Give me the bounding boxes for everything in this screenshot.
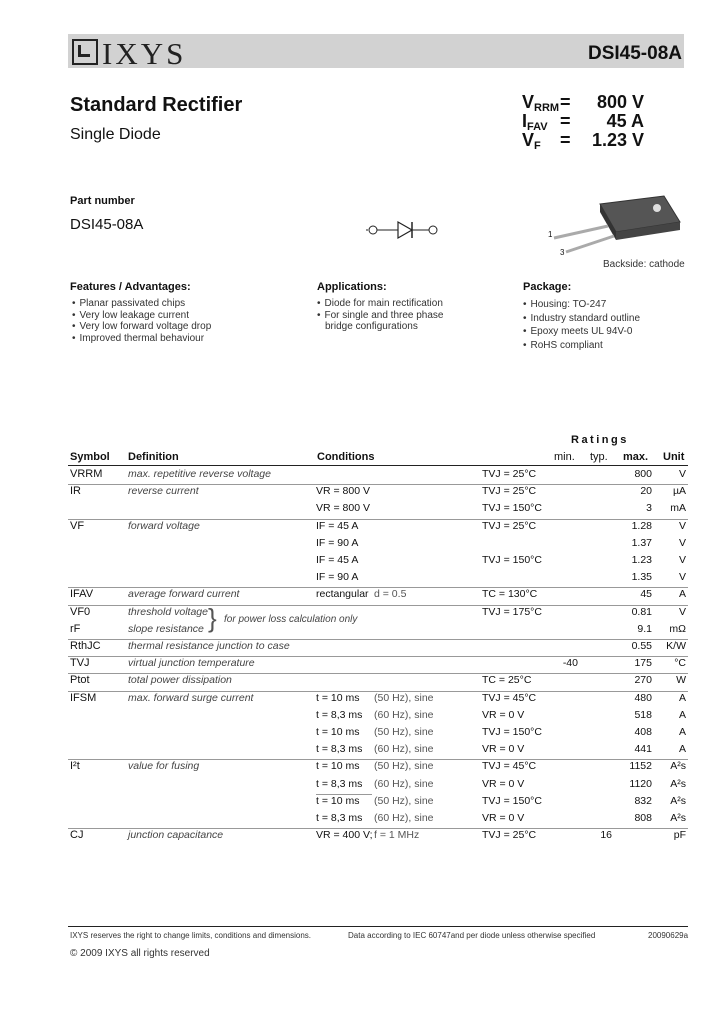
table-row bbox=[68, 760, 688, 777]
table-row bbox=[68, 468, 688, 485]
row-symbol: I²t bbox=[70, 760, 80, 773]
row-condition: VR = 800 V bbox=[316, 502, 370, 515]
row-unit: A²s bbox=[670, 777, 686, 790]
ratings-heading: Ratings bbox=[571, 434, 629, 446]
package-item: • Industry standard outline bbox=[523, 312, 640, 326]
row-condition: t = 10 ms bbox=[316, 726, 360, 738]
row-condition: t = 10 ms bbox=[316, 794, 360, 807]
key-rating-row bbox=[522, 111, 644, 131]
part-number-label: Part number bbox=[70, 195, 135, 207]
table-row bbox=[68, 623, 688, 640]
row-typ: 16 bbox=[600, 829, 612, 842]
row-unit: V bbox=[678, 605, 686, 618]
row-definition: thermal resistance junction to case bbox=[128, 640, 290, 652]
table-row bbox=[68, 709, 688, 726]
row-unit: A bbox=[678, 708, 686, 721]
package-item: • Housing: TO-247 bbox=[523, 298, 640, 312]
key-rating-row bbox=[522, 92, 644, 112]
row-symbol: Ptot bbox=[70, 674, 90, 687]
row-symbol: VF0 bbox=[70, 605, 91, 618]
table-row bbox=[68, 606, 688, 623]
features-item: • Very low forward voltage drop bbox=[72, 321, 211, 333]
row-condition: t = 8,3 ms bbox=[316, 708, 363, 721]
row-definition: virtual junction temperature bbox=[128, 657, 255, 670]
row-definition: value for fusing bbox=[128, 760, 200, 773]
row-temperature: TVJ = 45°C bbox=[482, 760, 537, 773]
row-unit: V bbox=[678, 468, 686, 480]
row-unit: °C bbox=[674, 657, 686, 670]
features-item: • Improved thermal behaviour bbox=[72, 333, 211, 345]
key-rating-equals: = bbox=[560, 130, 571, 150]
table-row bbox=[68, 657, 688, 674]
row-unit: V bbox=[678, 554, 686, 566]
row-symbol: VRRM bbox=[70, 468, 103, 480]
row-temperature: TVJ = 175°C bbox=[482, 605, 542, 618]
package-item: • Epoxy meets UL 94V-0 bbox=[523, 325, 640, 339]
package-list bbox=[523, 298, 640, 352]
row-symbol: IFSM bbox=[70, 691, 97, 704]
table-row bbox=[68, 692, 688, 709]
row-condition: rectangular bbox=[316, 588, 369, 601]
table-row bbox=[68, 812, 688, 829]
row-unit: A bbox=[678, 588, 686, 601]
row-condition: t = 8,3 ms bbox=[316, 812, 363, 824]
row-temperature: TVJ = 45°C bbox=[482, 691, 537, 704]
row-max: 45 bbox=[640, 588, 652, 601]
package-item: • RoHS compliant bbox=[523, 339, 640, 353]
table-row bbox=[68, 795, 688, 812]
row-max: 0.55 bbox=[631, 640, 652, 652]
condition-underline bbox=[316, 794, 372, 795]
footer-rule bbox=[68, 926, 688, 927]
row-temperature: VR = 0 V bbox=[482, 708, 525, 721]
row-max: 0.81 bbox=[631, 605, 652, 618]
row-condition: t = 8,3 ms bbox=[316, 743, 363, 756]
features-item: • Planar passivated chips bbox=[72, 298, 211, 310]
row-condition: IF = 90 A bbox=[316, 536, 359, 549]
row-condition: VR = 400 V; bbox=[316, 829, 373, 842]
key-rating-row bbox=[522, 130, 644, 150]
features-list bbox=[72, 298, 211, 344]
row-condition-extra: (60 Hz), sine bbox=[374, 777, 434, 790]
row-unit: A²s bbox=[670, 812, 686, 824]
key-ratings bbox=[522, 92, 644, 152]
row-unit: A bbox=[678, 726, 686, 738]
row-symbol: CJ bbox=[70, 829, 84, 842]
row-condition: IF = 90 A bbox=[316, 571, 359, 584]
row-unit: K/W bbox=[666, 640, 686, 652]
row-temperature: TVJ = 150°C bbox=[482, 554, 542, 566]
row-temperature: TC = 130°C bbox=[482, 588, 538, 601]
row-condition: VR = 800 V bbox=[316, 485, 370, 498]
row-temperature: TVJ = 150°C bbox=[482, 794, 542, 807]
row-unit: pF bbox=[673, 829, 686, 842]
row-definition: forward voltage bbox=[128, 519, 200, 532]
backside-caption: Backside: cathode bbox=[603, 259, 685, 270]
brace-note: for power loss calculation only bbox=[224, 614, 358, 625]
table-row bbox=[68, 520, 688, 537]
row-max: 808 bbox=[634, 812, 652, 824]
row-max: 408 bbox=[634, 726, 652, 738]
row-unit: W bbox=[676, 674, 686, 687]
row-condition-extra: (60 Hz), sine bbox=[374, 743, 434, 756]
row-condition-extra: (60 Hz), sine bbox=[374, 708, 434, 721]
row-max: 480 bbox=[634, 691, 652, 704]
row-definition: slope resistance bbox=[128, 622, 204, 635]
key-rating-value: 1.23 V bbox=[591, 130, 644, 150]
row-max: 3 bbox=[646, 502, 652, 515]
table-row bbox=[68, 726, 688, 743]
col-definition: Definition bbox=[128, 451, 179, 463]
table-row bbox=[68, 502, 688, 519]
key-rating-letter: V bbox=[522, 130, 535, 150]
col-symbol: Symbol bbox=[70, 451, 110, 463]
key-rating-subscript: F bbox=[534, 140, 541, 152]
brace: } bbox=[208, 603, 217, 633]
row-definition: reverse current bbox=[128, 485, 199, 498]
col-min: min. bbox=[554, 451, 575, 463]
row-unit: A bbox=[678, 691, 686, 704]
key-rating-value: 800 V bbox=[596, 92, 644, 112]
key-rating-subscript: RRM bbox=[534, 102, 560, 114]
row-condition-extra: (50 Hz), sine bbox=[374, 726, 434, 738]
logo-text: IXYS bbox=[102, 36, 187, 71]
applications-item: • Diode for main rectification bbox=[317, 298, 443, 310]
applications-list bbox=[317, 298, 443, 333]
package-title: Package: bbox=[523, 281, 572, 293]
row-max: 9.1 bbox=[637, 622, 652, 635]
row-unit: A bbox=[678, 743, 686, 756]
row-max: 832 bbox=[634, 794, 652, 807]
row-max: 1152 bbox=[629, 760, 652, 773]
row-unit: A²s bbox=[670, 794, 686, 807]
row-min: -40 bbox=[562, 657, 578, 670]
row-temperature: TVJ = 150°C bbox=[482, 502, 542, 515]
row-unit: mΩ bbox=[669, 622, 686, 635]
row-max: 800 bbox=[634, 468, 652, 480]
diode-symbol-icon bbox=[362, 218, 442, 242]
table-row bbox=[68, 537, 688, 554]
row-symbol: VF bbox=[70, 519, 85, 532]
footer-data-note: Data according to IEC 60747and per diode unless otherwise specified bbox=[348, 931, 596, 940]
table-row bbox=[68, 554, 688, 571]
header-part-number: DSI45-08A bbox=[588, 43, 682, 64]
footer-disclaimer: IXYS reserves the right to change limits, conditions and dimensions. bbox=[70, 931, 312, 940]
row-symbol: IFAV bbox=[70, 588, 94, 601]
table-row bbox=[68, 640, 688, 657]
table-row bbox=[68, 485, 688, 502]
row-max: 441 bbox=[634, 743, 652, 756]
to247-package-image bbox=[544, 192, 694, 262]
row-symbol: RthJC bbox=[70, 640, 101, 652]
applications-item: bridge configurations bbox=[325, 321, 418, 332]
row-unit: µA bbox=[672, 485, 686, 498]
table-row bbox=[68, 571, 688, 588]
page-subtitle: Single Diode bbox=[70, 126, 161, 143]
table-row bbox=[68, 743, 688, 760]
row-max: 1.37 bbox=[631, 536, 652, 549]
row-definition: max. repetitive reverse voltage bbox=[128, 468, 271, 480]
key-rating-letter: I bbox=[522, 111, 528, 131]
row-max: 1.23 bbox=[631, 554, 652, 566]
applications-title: Applications: bbox=[317, 281, 387, 293]
row-definition: max. forward surge current bbox=[128, 691, 254, 704]
logo-mark-icon bbox=[72, 39, 98, 65]
row-max: 518 bbox=[634, 708, 652, 721]
row-unit: mA bbox=[670, 502, 686, 515]
row-max: 20 bbox=[640, 485, 652, 498]
row-condition-extra: f = 1 MHz bbox=[374, 829, 420, 842]
row-condition: t = 8,3 ms bbox=[316, 777, 363, 790]
pin-1-label: 1 bbox=[548, 230, 553, 239]
row-max: 1.35 bbox=[631, 571, 652, 584]
row-unit: A²s bbox=[670, 760, 686, 773]
row-temperature: TVJ = 150°C bbox=[482, 726, 542, 738]
row-condition: t = 10 ms bbox=[316, 691, 360, 704]
row-definition: total power dissipation bbox=[128, 674, 232, 687]
row-definition: threshold voltage bbox=[128, 605, 208, 618]
copyright: © 2009 IXYS all rights reserved bbox=[70, 948, 210, 959]
part-number-value: DSI45-08A bbox=[70, 216, 144, 233]
pin-3-label: 3 bbox=[560, 248, 565, 257]
row-condition: t = 10 ms bbox=[316, 760, 360, 773]
row-max: 270 bbox=[634, 674, 652, 687]
row-condition-extra: d = 0.5 bbox=[374, 588, 407, 601]
row-max: 1.28 bbox=[631, 519, 652, 532]
row-temperature: TC = 25°C bbox=[482, 674, 532, 687]
row-symbol: TVJ bbox=[70, 657, 90, 670]
row-condition-extra: (60 Hz), sine bbox=[374, 812, 434, 824]
row-condition-extra: (50 Hz), sine bbox=[374, 794, 434, 807]
applications-item: • For single and three phase bbox=[317, 310, 443, 322]
row-condition: IF = 45 A bbox=[316, 554, 359, 566]
row-temperature: VR = 0 V bbox=[482, 812, 525, 824]
features-title: Features / Advantages: bbox=[70, 281, 191, 293]
footer-date-code: 20090629a bbox=[648, 931, 689, 940]
row-symbol: rF bbox=[70, 622, 81, 635]
key-rating-value: 45 A bbox=[606, 111, 644, 131]
col-max: max. bbox=[623, 451, 649, 463]
table-header-rule bbox=[68, 465, 688, 466]
row-temperature: VR = 0 V bbox=[482, 743, 525, 756]
row-definition: junction capacitance bbox=[128, 829, 224, 842]
key-rating-equals: = bbox=[560, 111, 571, 131]
row-max: 1120 bbox=[629, 777, 652, 790]
col-typ: typ. bbox=[590, 451, 608, 463]
table-row bbox=[68, 588, 688, 605]
key-rating-letter: V bbox=[522, 92, 535, 112]
row-max: 175 bbox=[634, 657, 652, 670]
table-row bbox=[68, 829, 688, 846]
table-row bbox=[68, 778, 688, 795]
row-condition: IF = 45 A bbox=[316, 519, 359, 532]
key-rating-symbol bbox=[522, 130, 541, 152]
page-title: Standard Rectifier bbox=[70, 94, 243, 116]
key-rating-subscript: FAV bbox=[527, 121, 548, 133]
row-temperature: TVJ = 25°C bbox=[482, 485, 537, 498]
row-temperature: TVJ = 25°C bbox=[482, 468, 537, 480]
row-condition-extra: (50 Hz), sine bbox=[374, 691, 434, 704]
col-conditions: Conditions bbox=[317, 451, 375, 463]
row-condition-extra: (50 Hz), sine bbox=[374, 760, 434, 773]
row-unit: V bbox=[678, 519, 686, 532]
row-temperature: VR = 0 V bbox=[482, 777, 525, 790]
table-row bbox=[68, 674, 688, 691]
col-unit: Unit bbox=[663, 451, 685, 463]
row-definition: average forward current bbox=[128, 588, 240, 601]
features-item: • Very low leakage current bbox=[72, 310, 211, 322]
ixys-logo bbox=[72, 36, 186, 72]
row-unit: V bbox=[678, 571, 686, 584]
key-rating-equals: = bbox=[560, 92, 571, 112]
row-temperature: TVJ = 25°C bbox=[482, 519, 537, 532]
row-temperature: TVJ = 25°C bbox=[482, 829, 537, 842]
row-unit: V bbox=[678, 536, 686, 549]
row-symbol: IR bbox=[70, 485, 81, 498]
